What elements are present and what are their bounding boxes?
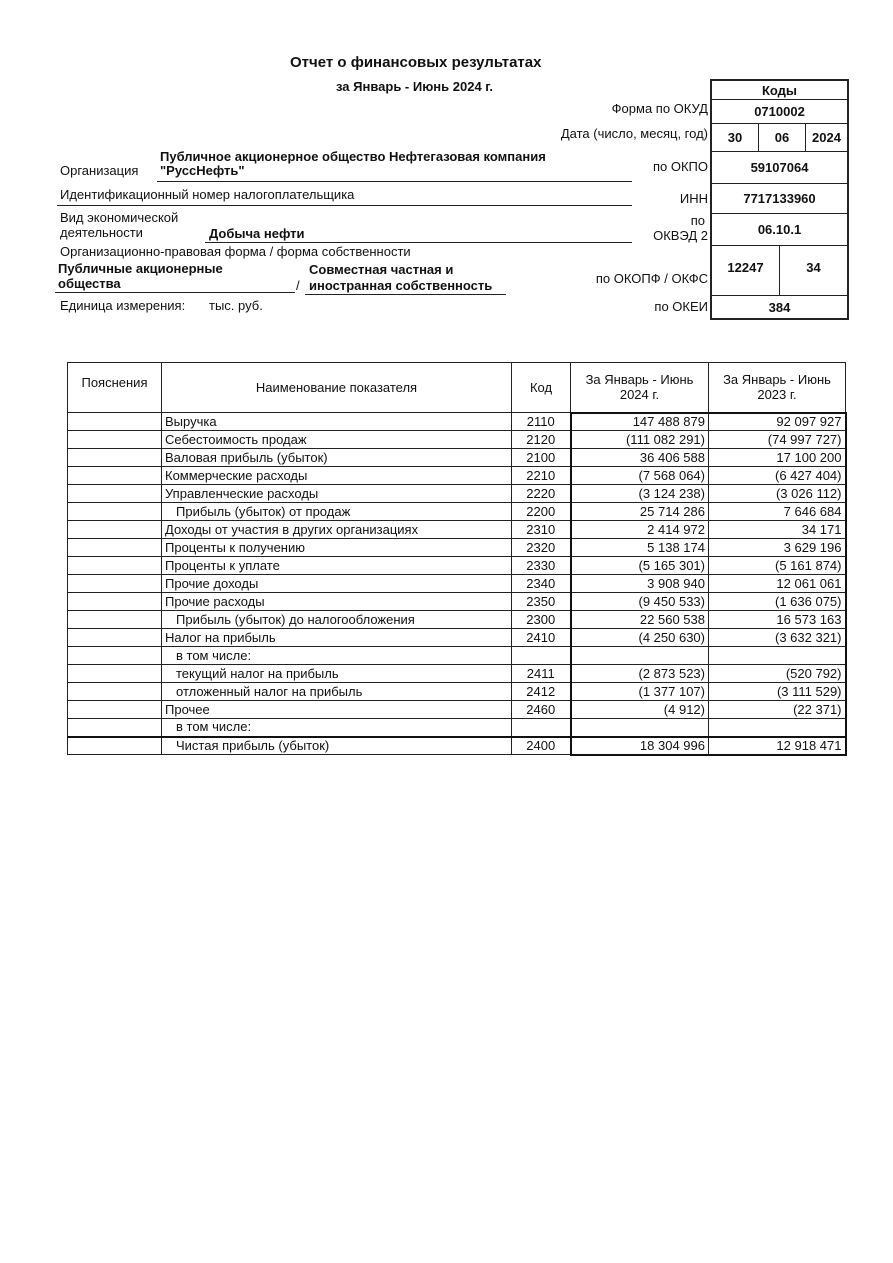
financial-results-table [67,362,847,756]
indicator-code: 2300 [512,611,571,629]
previous-period-value: 16 573 163 [709,611,846,629]
notes-cell [68,467,162,485]
indicator-code: 2460 [512,701,571,719]
indicator-name: Чистая прибыль (убыток) [162,737,512,755]
table-row [68,467,846,485]
date-month: 06 [759,124,806,152]
table-row [68,449,846,467]
okopf-label: по ОКОПФ / ОКФС [595,271,708,286]
indicator-code: 2400 [512,737,571,755]
notes-cell [68,539,162,557]
previous-period-value: (6 427 404) [709,467,846,485]
activity-label-2: деятельности [60,225,143,240]
indicator-name: Прочие расходы [162,593,512,611]
previous-period-value: 12 061 061 [709,575,846,593]
current-period-value [571,647,709,665]
previous-period-value [709,719,846,737]
date-year: 2024 [806,124,847,152]
notes-cell [68,485,162,503]
okpo-label: по ОКПО [652,159,708,174]
header-current-period [571,363,709,413]
ownership-underline [305,294,506,295]
indicator-code: 2350 [512,593,571,611]
notes-cell [68,683,162,701]
table-row [68,539,846,557]
ownership-line1: Совместная частная и [309,262,454,277]
indicator-name: отложенный налог на прибыль [162,683,512,701]
okud-value: 0710002 [712,100,847,124]
current-period-value: (4 250 630) [571,629,709,647]
indicator-code: 2412 [512,683,571,701]
unit-label: Единица измерения: [60,298,186,313]
okved-label-1: по [690,213,705,228]
table-row [68,647,846,665]
indicator-name: Прочее [162,701,512,719]
activity-label-1: Вид экономической [60,210,179,225]
notes-cell [68,737,162,755]
indicator-code: 2110 [512,413,571,431]
table-row [68,629,846,647]
notes-cell [68,575,162,593]
table-row [68,521,846,539]
okpo-value: 59107064 [712,152,847,184]
indicator-name: Прочие доходы [162,575,512,593]
inn-value: 7717133960 [712,184,847,214]
table-row [68,575,846,593]
current-period-value: (4 912) [571,701,709,719]
indicator-code: 2220 [512,485,571,503]
header-current-line1: За Январь - Июнь [585,372,694,388]
table-row [68,431,846,449]
notes-cell [68,413,162,431]
indicator-name: в том числе: [162,647,512,665]
header-previous-line1: За Январь - Июнь [723,372,831,388]
org-name-line2: "РуссНефть" [160,163,245,178]
previous-period-value: 34 171 [709,521,846,539]
notes-cell [68,611,162,629]
current-period-value: (2 873 523) [571,665,709,683]
current-period-value: 25 714 286 [571,503,709,521]
indicator-code: 2100 [512,449,571,467]
table-row [68,611,846,629]
previous-period-value [709,647,846,665]
notes-cell [68,593,162,611]
table-row [68,593,846,611]
indicator-name: Прибыль (убыток) до налогообложения [162,611,512,629]
indicator-code: 2210 [512,467,571,485]
table-row [68,737,846,755]
indicator-name: Налог на прибыль [162,629,512,647]
report-period: за Январь - Июнь 2024 г. [336,79,494,94]
current-period-value: 5 138 174 [571,539,709,557]
previous-period-value: (3 632 321) [709,629,846,647]
current-period-value: (1 377 107) [571,683,709,701]
previous-period-value: 92 097 927 [709,413,846,431]
okopf-value: 12247 [712,246,780,296]
org-name-line1: Публичное акционерное общество Нефтегазовая компания [160,149,546,164]
table-row [68,503,846,521]
header-name: Наименование показателя [162,363,512,413]
header-previous-line2: 2023 г. [757,387,797,403]
legal-form-line2: общества [58,276,121,291]
legal-form-line1: Публичные акционерные [58,261,223,276]
table-row [68,557,846,575]
indicator-code: 2200 [512,503,571,521]
indicator-code: 2310 [512,521,571,539]
indicator-name: Выручка [162,413,512,431]
taxpayer-id-underline [57,205,632,206]
previous-period-value: (1 636 075) [709,593,846,611]
notes-cell [68,665,162,683]
codes-heading: Коды [712,81,847,100]
indicator-name: Себестоимость продаж [162,431,512,449]
indicator-code [512,719,571,737]
indicator-name: текущий налог на прибыль [162,665,512,683]
notes-cell [68,503,162,521]
date-label: Дата (число, месяц, год) [560,126,708,141]
indicator-code: 2120 [512,431,571,449]
current-period-value: 18 304 996 [571,737,709,755]
current-period-value: 22 560 538 [571,611,709,629]
header-previous-period [709,363,846,413]
table-row [68,701,846,719]
date-day: 30 [712,124,759,152]
okfs-value: 34 [780,246,847,296]
table-row [68,485,846,503]
okved-label-2: ОКВЭД 2 [653,228,708,243]
indicator-name: Управленческие расходы [162,485,512,503]
activity-underline [205,242,632,243]
taxpayer-id-label: Идентификационный номер налогоплательщика [60,187,355,202]
ownership-line2: иностранная собственность [309,278,493,293]
notes-cell [68,701,162,719]
current-period-value: (5 165 301) [571,557,709,575]
previous-period-value: (3 026 112) [709,485,846,503]
notes-cell [68,719,162,737]
indicator-name: Доходы от участия в других организациях [162,521,512,539]
report-title: Отчет о финансовых результатах [290,54,542,71]
org-underline [157,181,632,182]
unit-value: тыс. руб. [209,298,263,313]
current-period-value [571,719,709,737]
okved-value: 06.10.1 [712,214,847,246]
table-row [68,719,846,737]
header-notes: Пояснения [68,363,162,413]
notes-cell [68,629,162,647]
okud-label: Форма по ОКУД [611,101,708,116]
indicator-code: 2411 [512,665,571,683]
current-period-value: 36 406 588 [571,449,709,467]
current-period-value: 3 908 940 [571,575,709,593]
indicator-name: Проценты к получению [162,539,512,557]
table-body [68,413,846,755]
indicator-code: 2410 [512,629,571,647]
okei-value: 384 [768,299,791,315]
indicator-code: 2340 [512,575,571,593]
previous-period-value: 17 100 200 [709,449,846,467]
codes-box [710,79,849,320]
current-period-value: (7 568 064) [571,467,709,485]
current-period-value: (111 082 291) [571,431,709,449]
previous-period-value: 7 646 684 [709,503,846,521]
indicator-code [512,647,571,665]
header-current-line2: 2024 г. [619,387,660,403]
current-period-value: 147 488 879 [571,413,709,431]
indicator-code: 2330 [512,557,571,575]
activity-value: Добыча нефти [209,226,305,241]
notes-cell [68,449,162,467]
indicator-name: Коммерческие расходы [162,467,512,485]
notes-cell [68,521,162,539]
table-row [68,413,846,431]
current-period-value: (9 450 533) [571,593,709,611]
previous-period-value: 3 629 196 [709,539,846,557]
notes-cell [68,557,162,575]
previous-period-value: (5 161 874) [709,557,846,575]
table-header-row [68,363,846,413]
notes-cell [68,647,162,665]
table-row [68,665,846,683]
okei-label: по ОКЕИ [654,299,708,314]
indicator-name: Прибыль (убыток) от продаж [162,503,512,521]
table-row [68,683,846,701]
inn-code-label: ИНН [679,191,708,206]
org-label: Организация [60,163,139,178]
current-period-value: (3 124 238) [571,485,709,503]
current-period-value: 2 414 972 [571,521,709,539]
legal-form-underline [55,292,295,293]
previous-period-value: (3 111 529) [709,683,846,701]
notes-cell [68,431,162,449]
previous-period-value: (74 997 727) [709,431,846,449]
form-slash: / [296,278,300,293]
indicator-name: Проценты к уплате [162,557,512,575]
legal-form-label: Организационно-правовая форма / форма собственности [60,244,411,259]
previous-period-value: 12 918 471 [709,737,846,755]
indicator-code: 2320 [512,539,571,557]
indicator-name: Валовая прибыль (убыток) [162,449,512,467]
header-code: Код [512,363,571,413]
indicator-name: в том числе: [162,719,512,737]
previous-period-value: (22 371) [709,701,846,719]
previous-period-value: (520 792) [709,665,846,683]
